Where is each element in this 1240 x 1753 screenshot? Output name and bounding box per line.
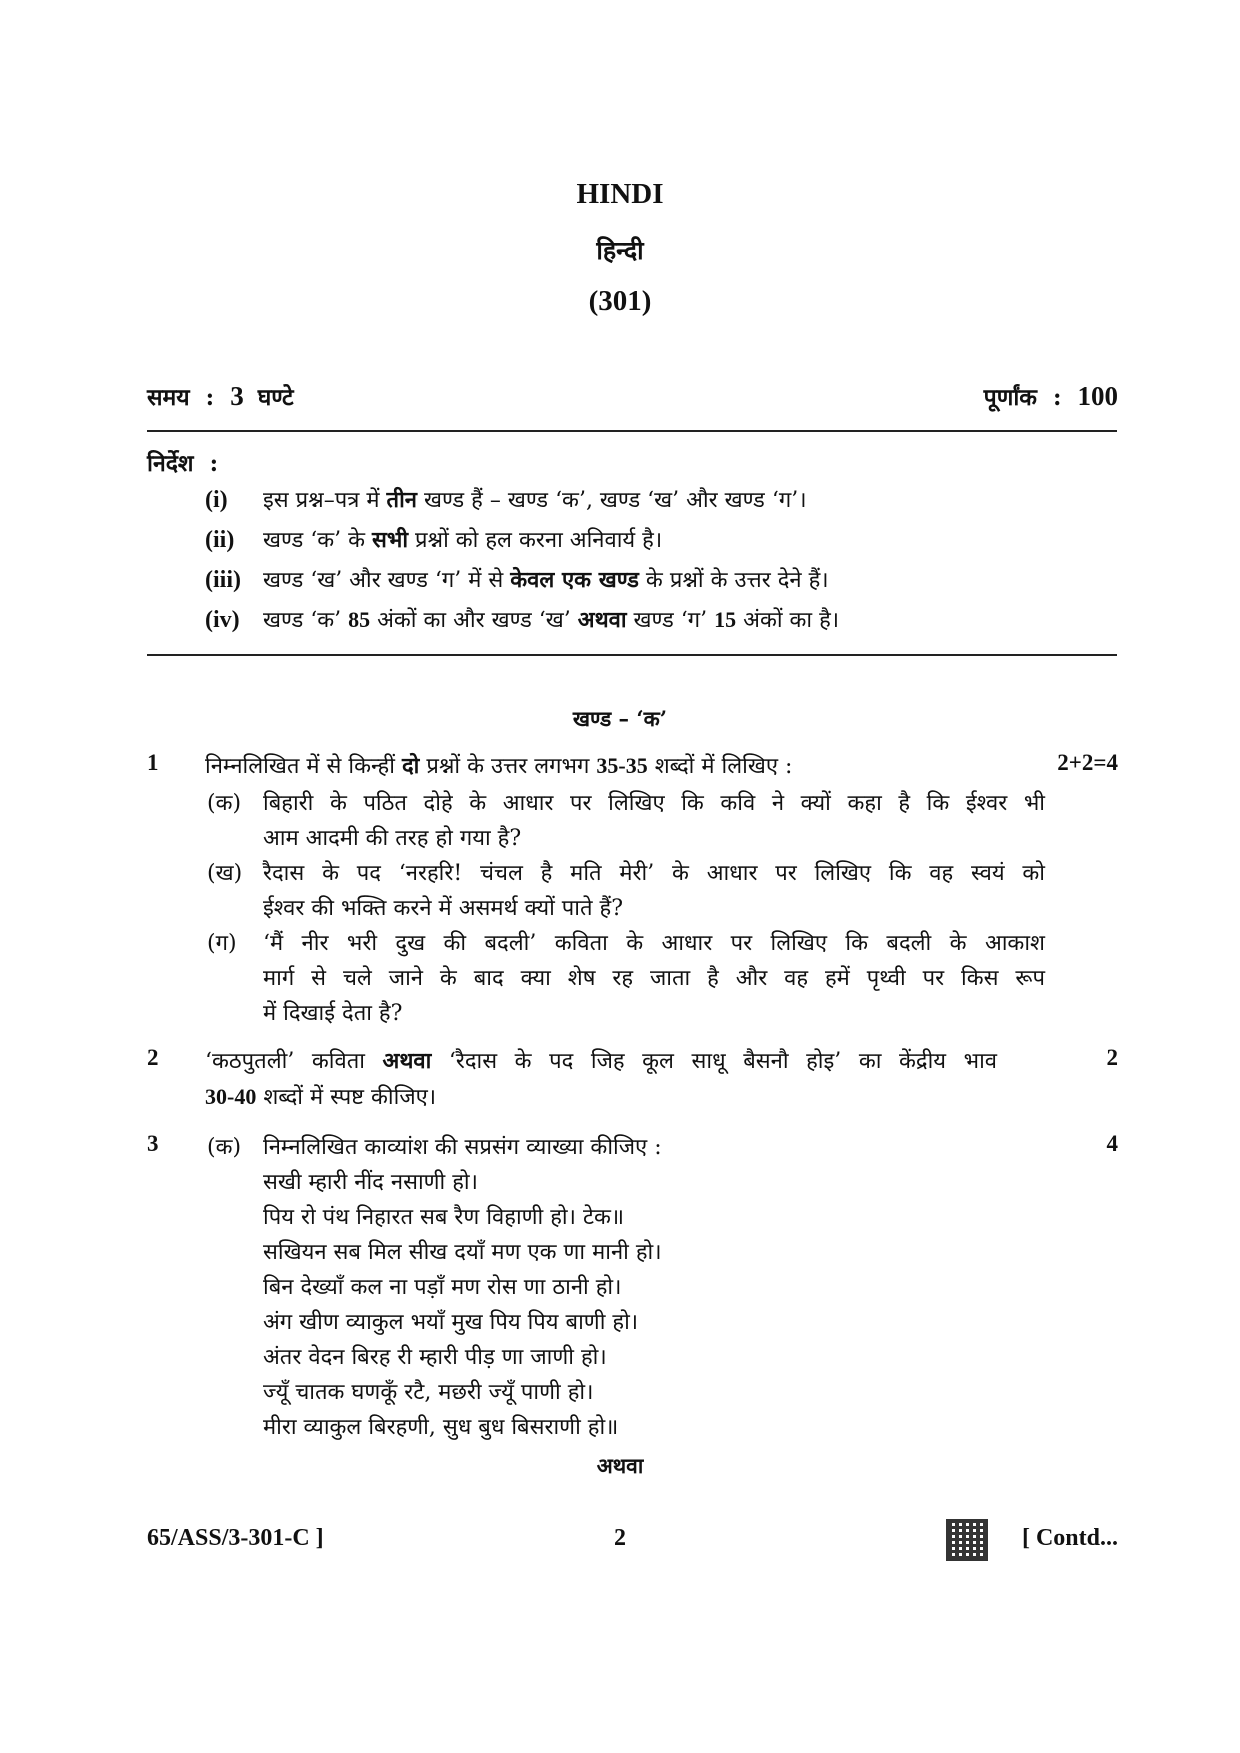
question-number: 3 xyxy=(147,1131,159,1156)
title-english: HINDI xyxy=(576,178,664,210)
instruction-text: के प्रश्नों के उत्तर देने हैं। xyxy=(638,568,829,593)
sub-label: (ग) xyxy=(207,931,237,956)
instruction-num: (iii) xyxy=(205,567,241,593)
stem-text: शब्दों में स्पष्ट कीजिए। xyxy=(256,1085,437,1110)
sub-question-line: आम आदमी की तरह हो गया है? xyxy=(263,826,522,851)
poem-line: अंग खीण व्याकुल भयाँ मुख पिय पिय बाणी हो। xyxy=(263,1310,639,1335)
poem-line: मीरा व्याकुल बिरहणी, सुध बुध बिसराणी हो॥ xyxy=(263,1415,619,1440)
instruction-num: (iv) xyxy=(205,607,240,633)
poem-line: सखी म्हारी नींद नसाणी हो। xyxy=(263,1170,478,1195)
instruction-bold: तीन xyxy=(386,487,417,513)
instruction-text: खण्ड हैं – खण्ड ‘क’, खण्ड ‘ख’ और खण्ड ‘ग’। xyxy=(416,488,807,513)
instruction-item xyxy=(205,604,839,634)
poem-line: बिन देख्याँ कल ना पड़ाँ मण रोस णा ठानी हो। xyxy=(263,1275,622,1300)
instruction-text: प्रश्नों को हल करना अनिवार्य है। xyxy=(408,528,663,553)
stem-bold: 35-35 xyxy=(596,753,648,778)
marks-row xyxy=(984,380,1118,412)
sub-label: (क) xyxy=(207,791,242,816)
instruction-text: खण्ड ‘ग’ xyxy=(626,608,715,633)
section-title: खण्ड – ‘क’ xyxy=(572,706,668,731)
instruction-bold: अथवा xyxy=(577,607,627,633)
poem-line: सखियन सब मिल सीख दयाँ मण एक णा मानी हो। xyxy=(263,1240,662,1265)
title-hindi: हिन्दी xyxy=(596,236,644,265)
stem-text: शब्दों में लिखिए : xyxy=(647,754,793,779)
stem-text: प्रश्नों के उत्तर लगभग xyxy=(419,754,597,779)
instructions-heading xyxy=(147,446,218,478)
instruction-text: इस प्रश्न–पत्र में xyxy=(263,488,387,513)
instructions-heading-text: निर्देश xyxy=(147,450,194,477)
stem-text: ‘रैदास के पद जिह कूल साधू बैसनौ होइ’ का केंद्रीय भाव xyxy=(431,1049,997,1074)
instruction-text: खण्ड ‘क’ के xyxy=(263,528,372,553)
instruction-item xyxy=(205,524,662,554)
poem-line: ज्यूँ चातक घणकूँ रटै, मछरी ज्यूँ पाणी हो। xyxy=(263,1380,594,1405)
page-number: 2 xyxy=(614,1525,626,1551)
sub-question-line: ईश्वर की भक्ति करने में असमर्थ क्यों पाते हैं? xyxy=(263,896,624,921)
marks-label: पूर्णांक xyxy=(983,384,1037,411)
colon: : xyxy=(209,450,219,477)
sub-question-line: में दिखाई देता है? xyxy=(263,1001,403,1026)
instruction-item xyxy=(205,484,807,514)
colon: : xyxy=(205,384,215,411)
continued-label: [ Contd... xyxy=(1021,1525,1118,1551)
time-row xyxy=(147,380,294,412)
sub-question-line: मार्ग से चले जाने के बाद क्या शेष रह जाता है और वह हमें पृथ्वी पर किस रूप xyxy=(263,966,1045,991)
instruction-text: अंकों का है। xyxy=(736,608,840,633)
poem-line: पिय रो पंथ निहारत सब रैण विहाणी हो। टेक॥ xyxy=(263,1205,625,1230)
question-number: 2 xyxy=(147,1045,159,1070)
question-marks: 4 xyxy=(1106,1131,1118,1156)
time-unit: घण्टे xyxy=(257,384,294,411)
stem-text: निम्नलिखित में से किन्हीं xyxy=(205,754,402,779)
instruction-text: अंकों का और खण्ड ‘ख’ xyxy=(370,608,578,633)
paper-code: (301) xyxy=(588,285,652,317)
sub-question-line: बिहारी के पठित दोहे के आधार पर लिखिए कि कवि ने क्यों कहा है कि ईश्वर भी xyxy=(263,791,1045,816)
divider-bottom xyxy=(147,654,1117,656)
stem-bold: दो xyxy=(401,753,420,779)
sub-question-line: ‘मैं नीर भरी दुख की बदली’ कविता के आधार पर लिखिए कि बदली के आकाश xyxy=(263,931,1045,956)
instruction-text: खण्ड ‘क’ xyxy=(263,608,349,633)
instruction-item xyxy=(205,564,829,594)
stem-text: ‘कठपुतली’ कविता xyxy=(205,1049,383,1074)
question-stem xyxy=(205,1045,997,1075)
sub-question-line: रैदास के पद ‘नरहरि! चंचल है मति मेरी’ के आधार पर लिखिए कि वह स्वयं को xyxy=(263,861,1045,886)
question-marks: 2 xyxy=(1106,1045,1118,1070)
question-stem xyxy=(205,750,792,780)
time-value: 3 xyxy=(230,381,244,411)
or-label: अथवा xyxy=(596,1453,644,1478)
sub-label: (ख) xyxy=(207,861,243,886)
sub-label: (क) xyxy=(207,1135,242,1160)
stem-bold: 30-40 xyxy=(205,1084,257,1109)
question-number: 1 xyxy=(147,750,159,775)
question-stem xyxy=(205,1081,436,1111)
stem-bold: अथवा xyxy=(382,1048,432,1074)
instruction-bold: 85 xyxy=(348,607,371,632)
poem-line: अंतर वेदन बिरह री म्हारी पीड़ णा जाणी हो। xyxy=(263,1345,607,1370)
instruction-num: (ii) xyxy=(205,527,235,553)
instruction-bold: 15 xyxy=(714,607,737,632)
marks-value: 100 xyxy=(1077,381,1118,411)
question-marks: 2+2=4 xyxy=(1057,750,1118,775)
instruction-bold: सभी xyxy=(371,527,409,553)
colon: : xyxy=(1052,384,1062,411)
instruction-num: (i) xyxy=(205,487,228,513)
instruction-text: खण्ड ‘ख’ और खण्ड ‘ग’ में से xyxy=(263,568,511,593)
time-label: समय xyxy=(147,384,190,411)
question-stem: निम्नलिखित काव्यांश की सप्रसंग व्याख्या कीजिए : xyxy=(263,1135,662,1160)
qr-code-icon xyxy=(948,1521,986,1559)
footer-code: 65/ASS/3-301-C ] xyxy=(147,1525,324,1551)
instruction-bold: केवल एक खण्ड xyxy=(510,567,639,593)
divider-top xyxy=(147,430,1117,432)
